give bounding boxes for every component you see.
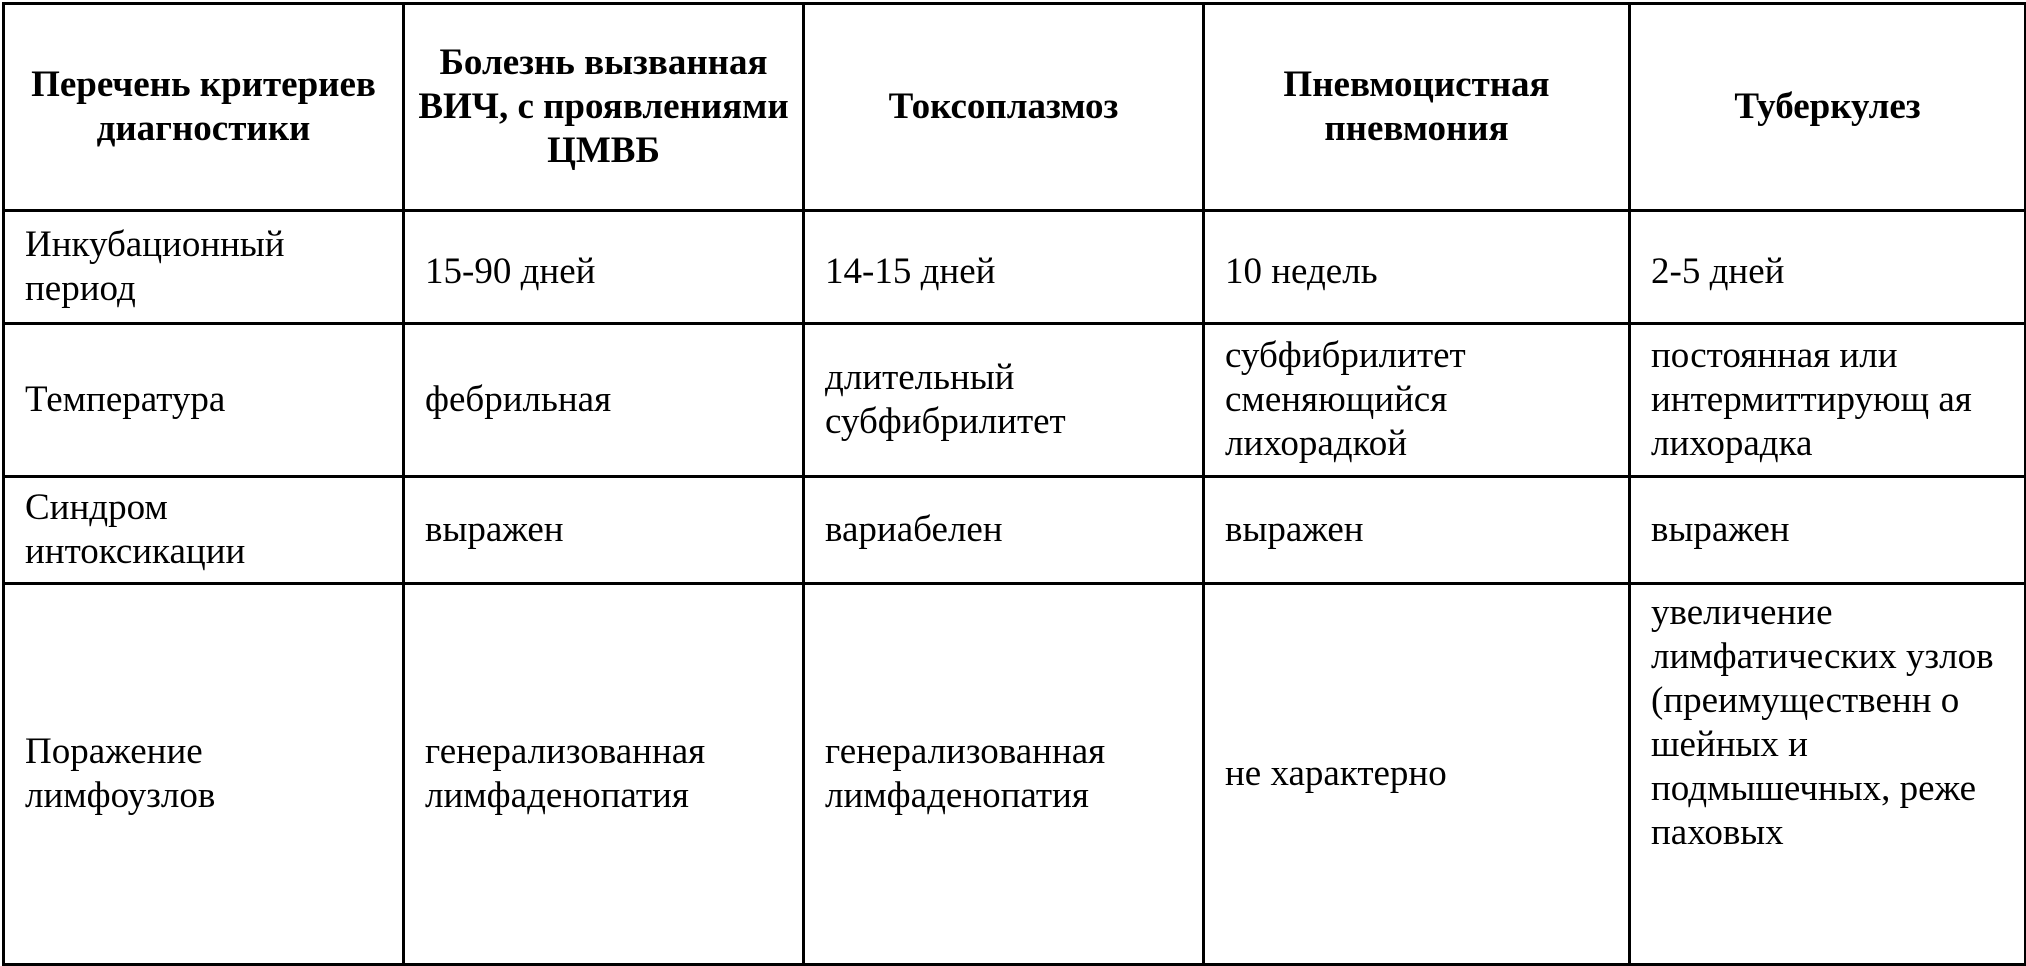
table-row	[4, 324, 2026, 477]
table-cell: выражен	[1204, 477, 1630, 584]
header-toxoplasmosis	[804, 4, 1204, 211]
table-cell: выражен	[1630, 477, 2026, 584]
table-cell: вариабелен	[804, 477, 1204, 584]
diagnostic-criteria-table	[2, 2, 2026, 966]
row-criterion: Поражение лимфоузлов	[4, 584, 404, 965]
row-criterion: Синдром интоксикации	[4, 477, 404, 584]
table-cell: выражен	[404, 477, 804, 584]
header-tuberculosis-text: Туберкулез	[1734, 86, 1921, 127]
row-criterion: Инкубационный период	[4, 211, 404, 324]
table-cell: генерализованная лимфаденопатия	[804, 584, 1204, 965]
table-cell: субфибрилитет сменяющийся лихорадкой	[1204, 324, 1630, 477]
table-cell: увеличение лимфатических узлов (преимущественн о шейных и подмышечных, реже паховых	[1630, 584, 2026, 965]
table-cell: постоянная или интермиттирующ ая лихорадка	[1630, 324, 2026, 477]
table-cell: 10 недель	[1204, 211, 1630, 324]
table-row	[4, 584, 2026, 965]
header-toxoplasmosis-text: Токсоплазмоз	[888, 86, 1119, 127]
header-criteria-text: Перечень критериев диагностики	[31, 64, 376, 149]
header-pneumocystis	[1204, 4, 1630, 211]
header-pneumocystis-text: Пневмоцистная пневмония	[1283, 64, 1550, 149]
table-cell: длительный субфибрилитет	[804, 324, 1204, 477]
table-row	[4, 477, 2026, 584]
table-cell: 15-90 дней	[404, 211, 804, 324]
table-cell: генерализованная лимфаденопатия	[404, 584, 804, 965]
header-row	[4, 4, 2026, 211]
table-cell: не характерно	[1204, 584, 1630, 965]
table-cell: 14-15 дней	[804, 211, 1204, 324]
table-cell: 2-5 дней	[1630, 211, 2026, 324]
header-criteria	[4, 4, 404, 211]
table-row	[4, 211, 2026, 324]
table-cell: фебрильная	[404, 324, 804, 477]
header-hiv-cmv-text: Болезнь вызванная ВИЧ, с проявлениями ЦМВБ	[418, 42, 789, 171]
header-hiv-cmv	[404, 4, 804, 211]
row-criterion: Температура	[4, 324, 404, 477]
header-tuberculosis	[1630, 4, 2026, 211]
